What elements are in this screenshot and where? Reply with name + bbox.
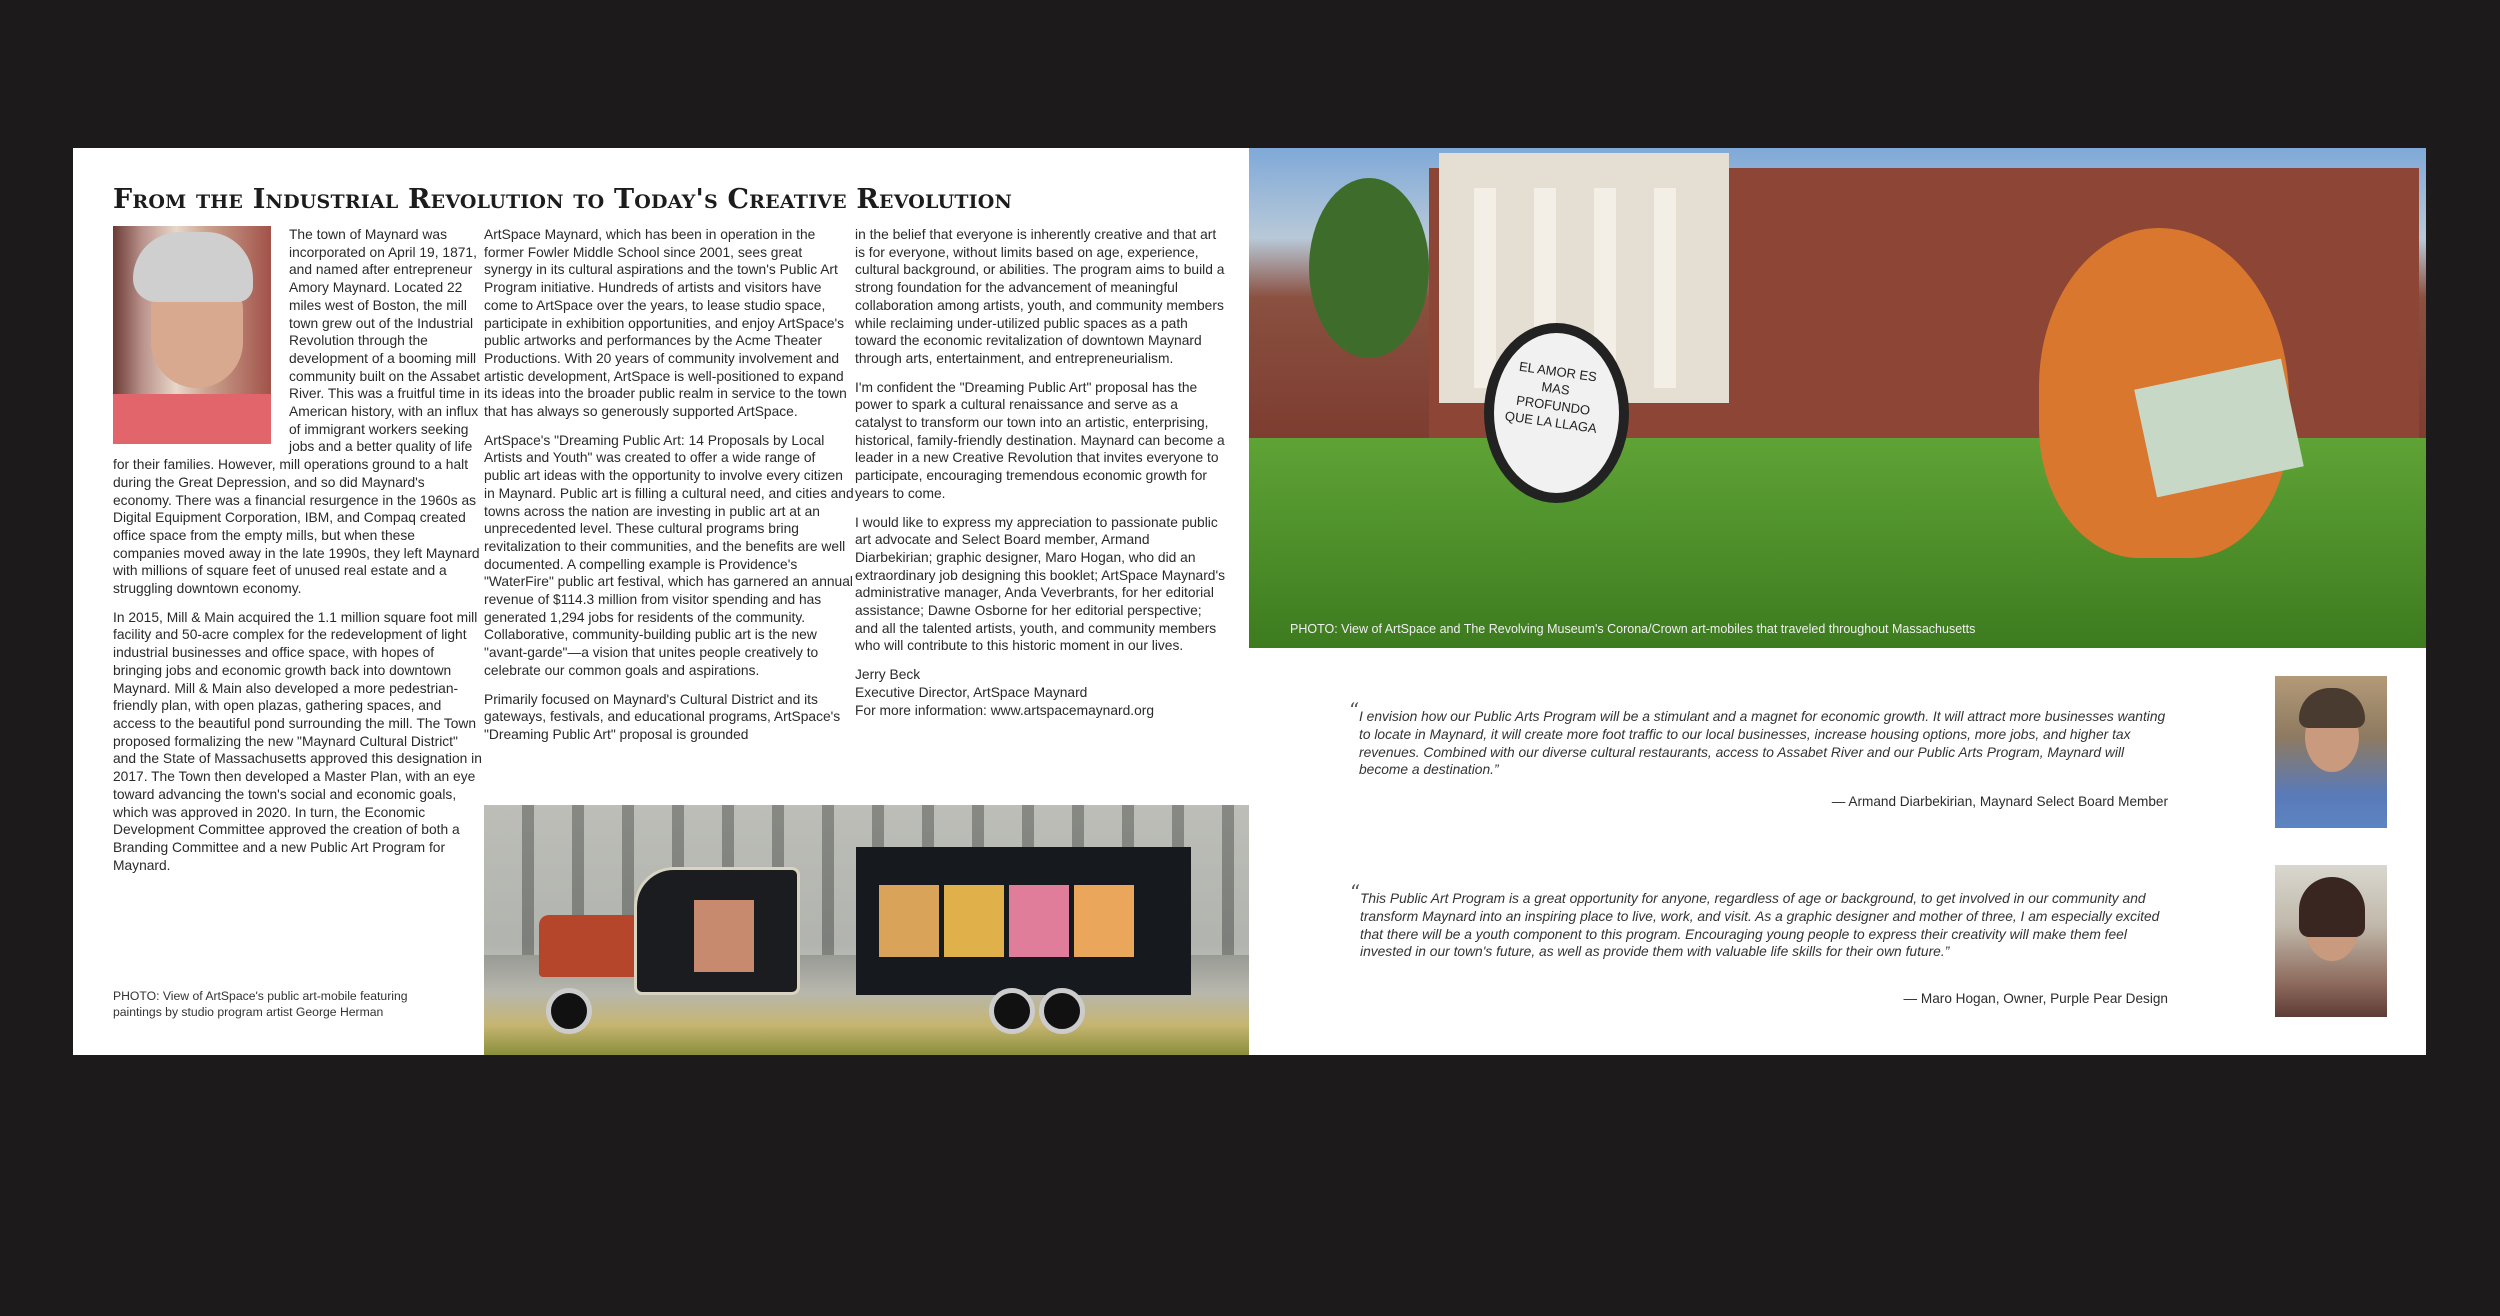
left-page	[73, 148, 1249, 1055]
art-mobiles-photo-caption: PHOTO: View of ArtSpace and The Revolving Museum's Corona/Crown art-mobiles that traveled throughout Massachusetts	[1290, 622, 1976, 636]
text-column-1	[113, 226, 483, 885]
quote-text: I envision how our Public Arts Program will be a stimulant and a magnet for economic growth. It will attract more businesses wanting to locate in Maynard, it will create more foot traffic to our local businesses, increase housing options, more jobs, and higher tax revenues. Combined with our diverse cultural restaurants, access to Assabet River and our Public Arts Program, Maynard will become a destination.	[1359, 709, 2166, 778]
quote-diarbekirian: “ I envision how our Public Arts Program will be a stimulant and a magnet for economic growth. It will attract more businesses wanting to locate in Maynard, it will create more foot traffic to our local businesses, increase housing options, more jobs, and higher tax revenues. Combined with our diverse cultural restaurants, access to Assabet River and our Public Arts Program, Maynard will become a destination.”	[1349, 698, 2166, 778]
signature-info: For more information: www.artspacemaynard.org	[855, 702, 1155, 718]
quote-mark-icon: “	[1349, 698, 1360, 722]
text-column-3	[855, 226, 1225, 719]
corona-sculpture	[1484, 323, 1629, 503]
text-column-2	[484, 226, 854, 755]
sculpture-lettering: EL AMOR ES MAS PROFUNDO QUE LA LLAGA	[1504, 358, 1598, 436]
quote-attribution-hogan: — Maro Hogan, Owner, Purple Pear Design	[1903, 991, 2168, 1006]
signature-name: Jerry Beck	[855, 667, 921, 683]
author-portrait-photo	[113, 226, 271, 444]
art-mobiles-photo	[1249, 148, 2426, 648]
paragraph-cultural-district: Primarily focused on Maynard's Cultural District and its gateways, festivals, and educational programs, ArtSpace's "Dreaming Public Art" proposal is grounded	[484, 691, 841, 742]
quote-text: This Public Art Program is a great opportunity for anyone, regardless of age or background, to get involved in our community and transform Maynard into an inspiring place to live, work, and visit. As a graphic designer and mother of three, I am especially excited that there will be a youth component to this program. Encouraging young people to express their creativity will make them feel invested in our town's future, as well as provide them with valuable life skills for their own future.	[1360, 891, 2160, 960]
paragraph-artspace: ArtSpace Maynard, which has been in operation in the former Fowler Middle School since 2001, sees great synergy in its cultural aspirations and the town's Public Art Program initiative. Hundreds of artists and visitors have come to ArtSpace over the years, to lease studio space, participate in exhibition opportunities, and enjoy ArtSpace's public artworks and performances by the Acme Theater Productions. With 20 years of community involvement and artistic development, ArtSpace is well-positioned to expand its ideas into the broader public realm in service to the town that has always so generously supported ArtSpace.	[484, 227, 847, 420]
art-mobile-photo-caption: PHOTO: View of ArtSpace's public art-mobile featuring paintings by studio program artist George Herman	[113, 989, 408, 1019]
paragraph-redevelopment: In 2015, Mill & Main acquired the 1.1 million square foot mill facility and 50-acre complex for the redevelopment of light industrial businesses and office space, with hopes of bringing jobs and economic growth back into downtown Maynard. Mill & Main also developed a more pedestrian-friendly plan, with open plazas, gathering spaces, and access to the beautiful pond surrounding the mill. The Town proposed formalizing the new "Maynard Cultural District" and the State of Massachusetts approved this designation in 2017. The Town then developed a Master Plan, with an eye toward advancing the town's social and economic goals, which was approved in 2020. In turn, the Economic Development Committee approved the creation of both a Branding Committee and a new Public Art Program for Maynard.	[113, 609, 482, 873]
right-page	[1249, 148, 2426, 1055]
signature-title: Executive Director, ArtSpace Maynard	[855, 684, 1088, 700]
quote-attribution-diarbekirian: — Armand Diarbekirian, Maynard Select Board Member	[1831, 794, 2168, 809]
paragraph-appreciation: I would like to express my appreciation to passionate public art advocate and Select Board member, Armand Diarbekirian; graphic designer, Maro Hogan, who did an extraordinary job designing this booklet; ArtSpace Maynard's administrative manager, Anda Veverbrants, for her editorial assistance; Dawne Osborne for her editorial perspective; and all the talented artists, youth, and community members who will contribute to this historic moment in our lives.	[855, 514, 1225, 654]
quote-hogan: “ This Public Art Program is a great opportunity for anyone, regardless of age or background, to get involved in our community and transform Maynard into an inspiring place to live, work, and visit. As a graphic designer and mother of three, I am especially excited that there will be a youth component to this program. Encouraging young people to express their creativity will make them feel invested in our town's future, as well as provide them with valuable life skills for their own future.”	[1350, 880, 2160, 960]
art-mobile-photo	[484, 805, 1249, 1055]
booklet-spread	[73, 148, 2426, 1055]
paragraph-history: The town of Maynard was incorporated on April 19, 1871, and named after entrepreneur Amory Maynard. Located 22 miles west of Boston, the mill town grew out of the Industrial Revolution through the development of a booming mill community built on the Assabet River. This was a fruitful time in American history, with an influx of immigrant workers seeking jobs and a better quality of life for their families. However, mill operations ground to a halt during the Great Depression, and so did Maynard's economy. There was a financial resurgence in the 1960s as Digital Equipment Corporation, IBM, and Compaq created office space from the empty mills, but when these companies moved away in the late 1990s, they left Maynard with millions of square feet of unused real estate and a struggling downtown economy.	[113, 227, 480, 597]
paragraph-belief: in the belief that everyone is inherently creative and that art is for everyone, without limits based on age, experience, cultural background, or abilities. The program aims to build a strong foundation for the advancement of meaningful collaboration among artists, youth, and community members while reclaiming under-utilized public spaces as a path toward the economic revitalization of downtown Maynard through arts, entertainment, and entrepreneurialism.	[855, 227, 1225, 366]
quote-mark-icon: “	[1350, 880, 1361, 904]
headshot-diarbekirian-photo	[2275, 676, 2387, 828]
page-headline: From the Industrial Revolution to Today's Creative Revolution	[113, 184, 1013, 215]
paragraph-confidence: I'm confident the "Dreaming Public Art" proposal has the power to spark a cultural renaissance and serve as a catalyst to transform our town into an artistic, enterprising, historical, family-friendly destination. Maynard can become a leader in a new Creative Revolution that invites everyone to participate, encouraging tremendous economic growth for years to come.	[855, 379, 1225, 501]
headshot-hogan-photo	[2275, 865, 2387, 1017]
signature-block	[855, 666, 1225, 719]
paragraph-dreaming-public-art: ArtSpace's "Dreaming Public Art: 14 Proposals by Local Artists and Youth" was created to offer a wide range of public art ideas with the opportunity to involve every citizen in Maynard. Public art is filling a cultural need, and cities and towns across the nation are investing in public art at an unprecedented level. These cultural programs bring revitalization to their communities, and the benefits are well documented. A compelling example is Providence's "WaterFire" public art festival, which has garnered an annual revenue of $114.3 million from visitor spending and has generated 1,294 jobs for residents of the community. Collaborative, community-building public art is the new "avant-garde"—a vision that unites people creatively to celebrate our common goals and aspirations.	[484, 432, 854, 678]
